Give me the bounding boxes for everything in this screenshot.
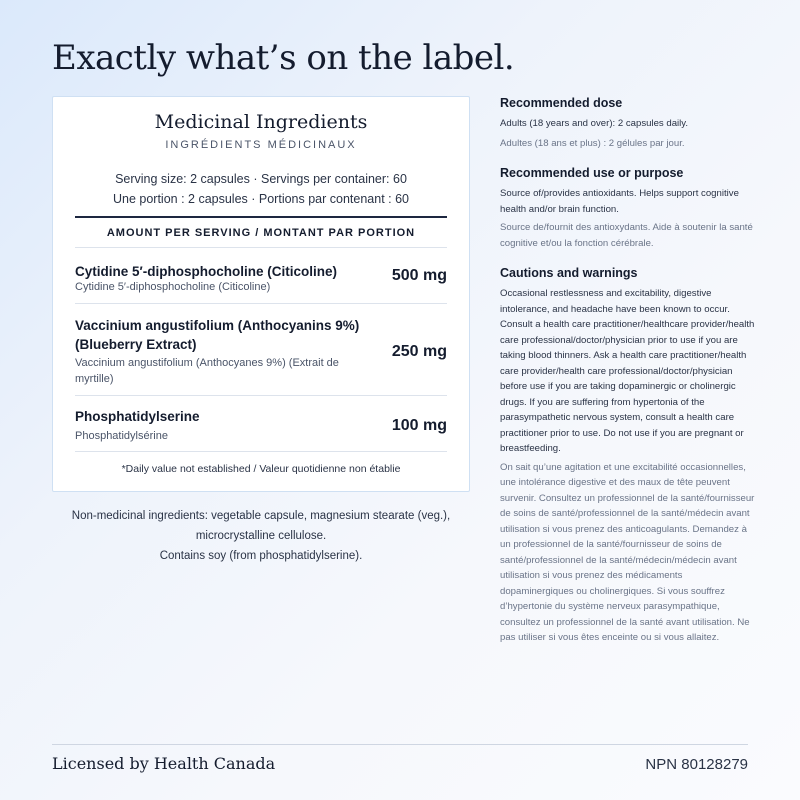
section-heading: Recommended use or purpose	[500, 166, 684, 180]
ingredient-name-fr: Vaccinium angustifolium (Anthocyanes 9%) (Extrait de myrtille)	[75, 357, 339, 385]
ingredient-amount: 500 mg	[391, 267, 447, 284]
allergen-note: Contains soy (from phosphatidylserine).	[159, 550, 363, 562]
section-text-en: Source of/provides antioxidants. Helps support cognitive health and/or brain function.	[500, 188, 739, 215]
section-heading: Recommended dose	[500, 96, 623, 110]
recommended-dose-section	[500, 96, 755, 151]
ingredient-name: Cytidine 5′-diphosphocholine (Citicoline)	[75, 264, 337, 279]
panel-title: Medicinal Ingredients	[154, 111, 368, 133]
serving-info-fr: Une portion : 2 capsules · Portions par contenant : 60	[112, 192, 409, 206]
page-headline: Exactly what’s on the label.	[52, 38, 515, 78]
amount-per-serving-header: AMOUNT PER SERVING / MONTANT PAR PORTION	[106, 227, 416, 239]
section-heading: Cautions and warnings	[500, 266, 638, 280]
section-text-fr: Adultes (18 ans et plus) : 2 gélules par jour.	[500, 137, 685, 149]
thick-divider	[75, 216, 447, 218]
medicinal-ingredients-panel	[52, 96, 470, 492]
daily-value-footnote: *Daily value not established / Valeur quotidienne non établie	[121, 463, 401, 475]
ingredient-name-fr: Cytidine 5′-diphosphocholine (Citicoline)	[75, 281, 271, 293]
section-text-en: Adults (18 years and over): 2 capsules daily.	[500, 118, 689, 129]
licensed-by-health-canada: Licensed by Health Canada	[52, 754, 276, 773]
npn-number: NPN 80128279	[645, 756, 748, 773]
footer-divider	[52, 744, 748, 745]
ingredient-name: Vaccinium angustifolium (Anthocyanins 9%) (Blueberry Extract)	[75, 318, 360, 352]
divider	[75, 395, 447, 396]
serving-info	[53, 169, 469, 209]
ingredient-amount: 250 mg	[391, 343, 447, 360]
non-medicinal-line: Non-medicinal ingredients: vegetable capsule, magnesium stearate (veg.),	[71, 510, 451, 522]
ingredient-amount: 100 mg	[391, 417, 447, 434]
section-text-fr: Source de/fournit des antioxydants. Aide à soutenir la santé cognitive et/ou la fonction cérébrale.	[500, 222, 753, 249]
divider	[75, 247, 447, 248]
ingredient-name: Phosphatidylserine	[75, 409, 200, 424]
cautions-section	[500, 266, 755, 646]
recommended-use-section	[500, 166, 755, 251]
non-medicinal-line: microcrystalline cellulose.	[195, 530, 327, 542]
divider	[75, 451, 447, 452]
section-text-fr: On sait qu’une agitation et une excitabilité occasionnelles, une intolérance digestive et des maux de tête peuvent survenir. Consultez un professionnel de la santé/fournisseur de soins de santé/professionnel de la santé/médecin avant utilisation si vous prenez des anticoagulants. Demandez à un professionnel de la santé/fournisseur de soins de santé/professionnel de la santé/médecin/médecin avant utilisation si vous prenez des médicaments dopaminergiques ou cholinergiques. Si vous souffrez d’hypertonie du système nerveux parasympathique, consultez un professionnel de la santé avant utilisation. Ne pas utiliser si vous êtes enceinte ou si vous allaitez.	[500, 461, 755, 643]
non-medicinal-ingredients	[52, 506, 470, 566]
serving-info-en: Serving size: 2 capsules · Servings per container: 60	[115, 172, 407, 186]
divider	[75, 303, 447, 304]
panel-subtitle: INGRÉDIENTS MÉDICINAUX	[165, 139, 357, 151]
ingredient-name-fr: Phosphatidylsérine	[75, 430, 168, 442]
section-text-en: Occasional restlessness and excitability, digestive intolerance, and headache have been known to occur. Consult a health care practitioner/healthcare provider/health care professional/doctor/physician prior to use if you are taking blood thinners. Ask a health care practitioner/health care provider/health care professional/doctor/physician before use if you are taking dopaminergic or cholinergic drugs. If you are suffering from hypertonia of the parasympathetic nervous system, consult a health care practitioner prior to use. Do not use if you are pregnant or breastfeeding.	[500, 288, 755, 454]
